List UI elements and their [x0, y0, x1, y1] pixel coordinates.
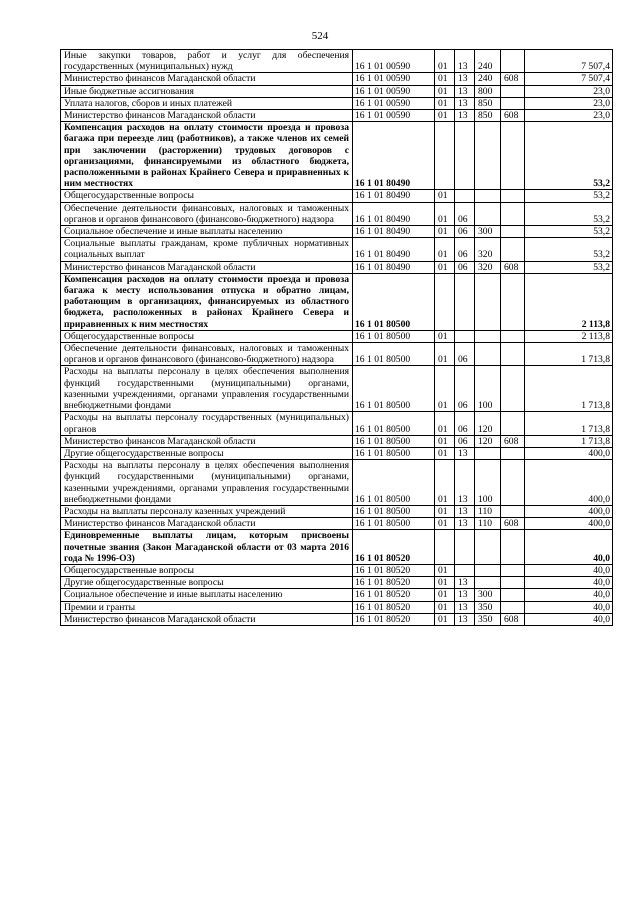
- row-name: Иные бюджетные ассигнования: [61, 85, 353, 97]
- row-section: 01: [435, 460, 455, 506]
- row-expense-type: 120: [475, 412, 501, 435]
- table-row: [61, 97, 613, 109]
- row-code: 16 1 01 00590: [353, 73, 435, 85]
- row-expense-type: 350: [475, 601, 501, 613]
- row-subsection: 13: [455, 50, 475, 73]
- row-subsection: 06: [455, 435, 475, 447]
- row-amount: 53,2: [525, 238, 613, 261]
- row-expense-type: [475, 564, 501, 576]
- row-section: 01: [435, 366, 455, 412]
- row-code: 16 1 01 80520: [353, 601, 435, 613]
- row-subsection: [455, 564, 475, 576]
- row-section: 01: [435, 261, 455, 273]
- row-subsection: 06: [455, 343, 475, 366]
- row-ministry-code: [501, 505, 525, 517]
- row-section: 01: [435, 73, 455, 85]
- row-code: 16 1 01 80520: [353, 564, 435, 576]
- row-name: Министерство финансов Магаданской области: [61, 435, 353, 447]
- row-code: 16 1 01 80490: [353, 238, 435, 261]
- row-subsection: 13: [455, 73, 475, 85]
- row-expense-type: [475, 330, 501, 342]
- row-expense-type: [475, 190, 501, 202]
- row-section: 01: [435, 613, 455, 625]
- row-code: 16 1 01 80500: [353, 343, 435, 366]
- row-section: 01: [435, 435, 455, 447]
- row-code: 16 1 01 00590: [353, 110, 435, 122]
- row-code: 16 1 01 80490: [353, 226, 435, 238]
- row-expense-type: 110: [475, 505, 501, 517]
- row-expense-type: 320: [475, 261, 501, 273]
- row-amount: 1 713,8: [525, 343, 613, 366]
- row-amount: 1 713,8: [525, 366, 613, 412]
- table-row: [61, 190, 613, 202]
- row-code: 16 1 01 80520: [353, 589, 435, 601]
- table-row: [61, 330, 613, 342]
- row-ministry-code: [501, 97, 525, 109]
- row-amount: 2 113,8: [525, 330, 613, 342]
- table-row: [61, 238, 613, 261]
- row-ministry-code: [501, 564, 525, 576]
- row-name: Обеспечение деятельности финансовых, налоговых и таможенных органов и органов финансового (финансово-бюджетного) надзора: [61, 343, 353, 366]
- table-row: [61, 577, 613, 589]
- row-ministry-code: 608: [501, 435, 525, 447]
- row-code: 16 1 01 80500: [353, 505, 435, 517]
- row-amount: 40,0: [525, 564, 613, 576]
- row-name: Расходы на выплаты персоналу в целях обеспечения выполнения функций государственными (муниципальными) органами, казенными учреждениями, органами управления государственными внебюджетными фондами: [61, 366, 353, 412]
- row-section: [435, 530, 455, 565]
- row-section: [435, 122, 455, 190]
- row-name: Другие общегосударственные вопросы: [61, 447, 353, 459]
- row-name: Премии и гранты: [61, 601, 353, 613]
- row-code: 16 1 01 80500: [353, 412, 435, 435]
- row-subsection: [455, 190, 475, 202]
- row-subsection: 13: [455, 518, 475, 530]
- row-amount: 40,0: [525, 530, 613, 565]
- row-amount: 53,2: [525, 202, 613, 225]
- row-section: 01: [435, 505, 455, 517]
- row-expense-type: 320: [475, 238, 501, 261]
- row-ministry-code: 608: [501, 261, 525, 273]
- row-ministry-code: [501, 601, 525, 613]
- table-row: [61, 460, 613, 506]
- page-number: 524: [311, 30, 329, 42]
- row-name: Расходы на выплаты персоналу в целях обеспечения выполнения функций государственными (муниципальными) органами, казенными учреждениями, органами управления государственными внебюджетными фондами: [61, 460, 353, 506]
- row-amount: 40,0: [525, 601, 613, 613]
- row-section: 01: [435, 601, 455, 613]
- row-code: 16 1 01 80500: [353, 518, 435, 530]
- row-subsection: 13: [455, 85, 475, 97]
- table-row: [61, 261, 613, 273]
- table-row: [61, 505, 613, 517]
- table-row: [61, 435, 613, 447]
- row-ministry-code: 608: [501, 613, 525, 625]
- row-code: 16 1 01 80490: [353, 122, 435, 190]
- row-subsection: 06: [455, 202, 475, 225]
- row-code: 16 1 01 80520: [353, 530, 435, 565]
- table-row: [61, 85, 613, 97]
- row-subsection: 13: [455, 613, 475, 625]
- row-name: Социальное обеспечение и иные выплаты населению: [61, 226, 353, 238]
- row-expense-type: 110: [475, 518, 501, 530]
- budget-table-body: [61, 50, 613, 626]
- row-section: 01: [435, 412, 455, 435]
- row-section: 01: [435, 564, 455, 576]
- row-amount: 2 113,8: [525, 273, 613, 330]
- row-subsection: [455, 530, 475, 565]
- row-section: 01: [435, 110, 455, 122]
- row-amount: 7 507,4: [525, 50, 613, 73]
- row-code: 16 1 01 80490: [353, 190, 435, 202]
- row-code: 16 1 01 80500: [353, 273, 435, 330]
- row-name: Министерство финансов Магаданской области: [61, 518, 353, 530]
- row-ministry-code: [501, 202, 525, 225]
- row-subsection: 06: [455, 366, 475, 412]
- row-code: 16 1 01 80520: [353, 613, 435, 625]
- row-name: Обеспечение деятельности финансовых, налоговых и таможенных органов и органов финансового (финансово-бюджетного) надзора: [61, 202, 353, 225]
- row-code: 16 1 01 80500: [353, 435, 435, 447]
- row-name: Компенсация расходов на оплату стоимости проезда и провоза багажа к месту использования отпуска и обратно лицам, работающим в организациях, финансируемых из областного бюджета, расположенных в районах Крайнего Севера и приравненных к ним местностях: [61, 273, 353, 330]
- row-subsection: 06: [455, 226, 475, 238]
- row-ministry-code: 608: [501, 110, 525, 122]
- row-amount: 7 507,4: [525, 73, 613, 85]
- table-row: [61, 366, 613, 412]
- row-amount: 23,0: [525, 97, 613, 109]
- row-subsection: 13: [455, 577, 475, 589]
- table-row: [61, 110, 613, 122]
- row-ministry-code: [501, 330, 525, 342]
- row-amount: 1 713,8: [525, 412, 613, 435]
- row-expense-type: [475, 447, 501, 459]
- row-section: 01: [435, 589, 455, 601]
- row-section: 01: [435, 50, 455, 73]
- table-row: [61, 589, 613, 601]
- row-subsection: 06: [455, 261, 475, 273]
- row-amount: 53,2: [525, 226, 613, 238]
- row-ministry-code: [501, 589, 525, 601]
- row-ministry-code: [501, 530, 525, 565]
- row-name: Министерство финансов Магаданской области: [61, 613, 353, 625]
- row-ministry-code: [501, 460, 525, 506]
- row-amount: 53,2: [525, 122, 613, 190]
- row-ministry-code: [501, 343, 525, 366]
- row-amount: 40,0: [525, 613, 613, 625]
- row-subsection: 13: [455, 601, 475, 613]
- row-amount: 23,0: [525, 110, 613, 122]
- table-row: [61, 122, 613, 190]
- row-expense-type: 240: [475, 50, 501, 73]
- row-expense-type: 850: [475, 97, 501, 109]
- row-ministry-code: [501, 577, 525, 589]
- row-ministry-code: [501, 85, 525, 97]
- row-expense-type: 300: [475, 226, 501, 238]
- table-row: [61, 530, 613, 565]
- row-amount: 23,0: [525, 85, 613, 97]
- row-amount: 400,0: [525, 505, 613, 517]
- row-code: 16 1 01 80500: [353, 366, 435, 412]
- row-section: 01: [435, 190, 455, 202]
- row-ministry-code: [501, 122, 525, 190]
- row-ministry-code: [501, 226, 525, 238]
- row-expense-type: [475, 122, 501, 190]
- row-expense-type: 100: [475, 366, 501, 412]
- row-subsection: 13: [455, 110, 475, 122]
- row-expense-type: 350: [475, 613, 501, 625]
- row-expense-type: [475, 273, 501, 330]
- row-subsection: 13: [455, 589, 475, 601]
- row-section: 01: [435, 97, 455, 109]
- table-row: [61, 412, 613, 435]
- row-amount: 400,0: [525, 447, 613, 459]
- row-code: 16 1 01 00590: [353, 97, 435, 109]
- row-code: 16 1 01 80490: [353, 261, 435, 273]
- row-code: 16 1 01 80500: [353, 447, 435, 459]
- table-row: [61, 202, 613, 225]
- row-section: 01: [435, 330, 455, 342]
- table-row: [61, 564, 613, 576]
- row-amount: 53,2: [525, 190, 613, 202]
- row-expense-type: [475, 343, 501, 366]
- budget-table: [60, 49, 613, 626]
- row-name: Министерство финансов Магаданской области: [61, 73, 353, 85]
- row-amount: 1 713,8: [525, 435, 613, 447]
- row-code: 16 1 01 00590: [353, 85, 435, 97]
- row-name: Общегосударственные вопросы: [61, 564, 353, 576]
- row-name: Общегосударственные вопросы: [61, 190, 353, 202]
- row-expense-type: 100: [475, 460, 501, 506]
- row-ministry-code: [501, 447, 525, 459]
- row-expense-type: 850: [475, 110, 501, 122]
- row-expense-type: 120: [475, 435, 501, 447]
- row-name: Министерство финансов Магаданской области: [61, 261, 353, 273]
- table-row: [61, 518, 613, 530]
- row-section: 01: [435, 577, 455, 589]
- row-ministry-code: [501, 50, 525, 73]
- row-section: 01: [435, 85, 455, 97]
- table-row: [61, 613, 613, 625]
- row-section: 01: [435, 226, 455, 238]
- row-amount: 40,0: [525, 577, 613, 589]
- row-section: 01: [435, 343, 455, 366]
- row-subsection: 13: [455, 505, 475, 517]
- row-ministry-code: [501, 366, 525, 412]
- row-section: 01: [435, 447, 455, 459]
- table-row: [61, 73, 613, 85]
- row-name: Социальные выплаты гражданам, кроме публичных нормативных социальных выплат: [61, 238, 353, 261]
- row-subsection: 13: [455, 447, 475, 459]
- row-ministry-code: [501, 273, 525, 330]
- row-subsection: 13: [455, 460, 475, 506]
- row-amount: 400,0: [525, 460, 613, 506]
- table-row: [61, 601, 613, 613]
- row-ministry-code: [501, 190, 525, 202]
- row-code: 16 1 01 80500: [353, 330, 435, 342]
- row-section: [435, 273, 455, 330]
- row-code: 16 1 01 80500: [353, 460, 435, 506]
- row-amount: 40,0: [525, 589, 613, 601]
- row-name: Единовременные выплаты лицам, которым присвоены почетные звания (Закон Магаданской области от 03 марта 2016 года № 1996-ОЗ): [61, 530, 353, 565]
- table-row: [61, 447, 613, 459]
- row-name: Общегосударственные вопросы: [61, 330, 353, 342]
- row-name: Компенсация расходов на оплату стоимости проезда и провоза багажа при переезде лиц (работников), а также членов их семей при заключении (расторжении) трудовых договоров с организациями, финансируемыми из областного бюджета, расположенными в районах Крайнего Севера и приравненных к ним местностях: [61, 122, 353, 190]
- row-ministry-code: 608: [501, 518, 525, 530]
- row-section: 01: [435, 202, 455, 225]
- row-subsection: 06: [455, 238, 475, 261]
- row-amount: 53,2: [525, 261, 613, 273]
- row-subsection: [455, 330, 475, 342]
- row-ministry-code: 608: [501, 73, 525, 85]
- row-subsection: [455, 273, 475, 330]
- row-section: 01: [435, 518, 455, 530]
- row-expense-type: [475, 577, 501, 589]
- row-expense-type: 240: [475, 73, 501, 85]
- row-name: Иные закупки товаров, работ и услуг для обеспечения государственных (муниципальных) нужд: [61, 50, 353, 73]
- row-code: 16 1 01 00590: [353, 50, 435, 73]
- row-subsection: [455, 122, 475, 190]
- table-row: [61, 273, 613, 330]
- row-expense-type: 800: [475, 85, 501, 97]
- row-name: Другие общегосударственные вопросы: [61, 577, 353, 589]
- row-name: Уплата налогов, сборов и иных платежей: [61, 97, 353, 109]
- row-amount: 400,0: [525, 518, 613, 530]
- row-subsection: 13: [455, 97, 475, 109]
- row-name: Расходы на выплаты персоналу казенных учреждений: [61, 505, 353, 517]
- row-expense-type: [475, 530, 501, 565]
- row-name: Министерство финансов Магаданской области: [61, 110, 353, 122]
- row-subsection: 06: [455, 412, 475, 435]
- row-expense-type: 300: [475, 589, 501, 601]
- row-code: 16 1 01 80490: [353, 202, 435, 225]
- row-ministry-code: [501, 412, 525, 435]
- table-row: [61, 226, 613, 238]
- table-row: [61, 343, 613, 366]
- row-ministry-code: [501, 238, 525, 261]
- row-expense-type: [475, 202, 501, 225]
- row-name: Расходы на выплаты персоналу государственных (муниципальных) органов: [61, 412, 353, 435]
- row-code: 16 1 01 80520: [353, 577, 435, 589]
- row-section: 01: [435, 238, 455, 261]
- row-name: Социальное обеспечение и иные выплаты населению: [61, 589, 353, 601]
- table-row: [61, 50, 613, 73]
